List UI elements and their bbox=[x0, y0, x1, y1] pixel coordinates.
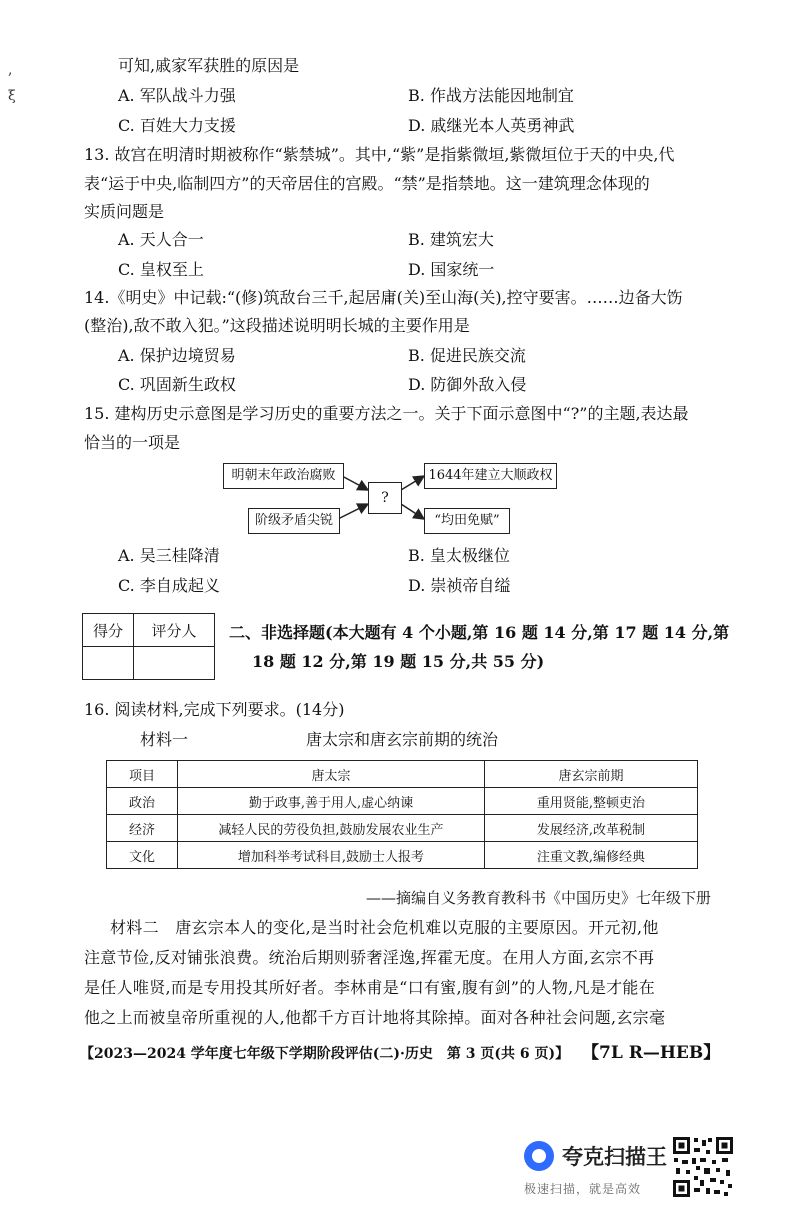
q13-stem-line2: 表“运于中央,临制四方”的天帝居住的宫殿。“禁”是指禁地。这一建筑理念体现的 bbox=[84, 174, 650, 193]
table-row bbox=[107, 842, 698, 869]
section2-title-line1: 二、非选择题(本大题有 4 个小题,第 16 题 14 分,第 17 题 14 分,第 bbox=[229, 623, 730, 642]
diagram-box-center: ? bbox=[368, 482, 402, 514]
q14-option-d[interactable]: D. 防御外敌入侵 bbox=[408, 375, 527, 394]
q15-stem-line2: 恰当的一项是 bbox=[84, 433, 181, 452]
watermark-brand: 夸克扫描王 bbox=[562, 1145, 667, 1169]
table-header: 唐太宗 bbox=[178, 761, 485, 788]
footer-left: 【2023—2024 学年度七年级下学期阶段评估(二)·历史 第 3 页(共 6 页)】 bbox=[80, 1046, 570, 1062]
material2-line1: 材料二 唐玄宗本人的变化,是当时社会危机难以克服的主要原因。开元初,他 bbox=[110, 918, 659, 937]
q13-stem-line1: 13. 故宫在明清时期被称作“紫禁城”。其中,“紫”是指紫微垣,紫微垣位于天的中央,代 bbox=[84, 145, 675, 164]
diagram-box-top-right: 1644年建立大顺政权 bbox=[424, 463, 557, 489]
q12-option-a[interactable]: A. 军队战斗力强 bbox=[118, 86, 236, 105]
quark-logo-icon bbox=[524, 1141, 554, 1171]
q14-option-a[interactable]: A. 保护边境贸易 bbox=[118, 346, 236, 365]
diagram-box-top-left: 明朝末年政治腐败 bbox=[223, 463, 344, 489]
arrow-bottom-right bbox=[401, 504, 424, 519]
margin-mark-2: ξ bbox=[8, 88, 16, 104]
q15-option-b[interactable]: B. 皇太极继位 bbox=[408, 546, 510, 565]
q15-option-c[interactable]: C. 李自成起义 bbox=[118, 576, 220, 595]
table-header-row bbox=[107, 761, 698, 788]
arrow-top-right bbox=[401, 476, 424, 490]
score-cell-grader[interactable] bbox=[134, 647, 215, 680]
footer-right: 【7L R—HEB】 bbox=[582, 1043, 721, 1063]
q14-option-b[interactable]: B. 促进民族交流 bbox=[408, 346, 526, 365]
q12-option-d[interactable]: D. 戚继光本人英勇神武 bbox=[408, 116, 575, 135]
table-cell: 增加科举考试科目,鼓励士人报考 bbox=[178, 842, 485, 869]
q13-option-d[interactable]: D. 国家统一 bbox=[408, 260, 495, 279]
table-cell: 注重文教,编修经典 bbox=[485, 842, 698, 869]
q12-option-b[interactable]: B. 作战方法能因地制宜 bbox=[408, 86, 574, 105]
q13-option-a[interactable]: A. 天人合一 bbox=[118, 230, 204, 249]
diagram-arrows bbox=[0, 0, 794, 560]
watermark-slogan: 极速扫描，就是高效 bbox=[524, 1182, 642, 1196]
table-cell: 经济 bbox=[107, 815, 178, 842]
section2-title-line2: 18 题 12 分,第 19 题 15 分,共 55 分) bbox=[252, 652, 545, 671]
table-cell: 政治 bbox=[107, 788, 178, 815]
table-row bbox=[107, 788, 698, 815]
margin-mark-1: , bbox=[8, 62, 13, 78]
table-cell: 文化 bbox=[107, 842, 178, 869]
table-cell: 减轻人民的劳役负担,鼓励发展农业生产 bbox=[178, 815, 485, 842]
q13-option-b[interactable]: B. 建筑宏大 bbox=[408, 230, 494, 249]
score-box bbox=[82, 613, 215, 680]
table-header: 唐玄宗前期 bbox=[485, 761, 698, 788]
q15-option-d[interactable]: D. 崇祯帝自缢 bbox=[408, 576, 511, 595]
arrow-top-left bbox=[342, 476, 368, 490]
diagram-box-bottom-left: 阶级矛盾尖锐 bbox=[248, 508, 340, 534]
score-header-grader: 评分人 bbox=[134, 614, 215, 647]
table-cell: 重用贤能,整顿吏治 bbox=[485, 788, 698, 815]
table-cell: 勤于政事,善于用人,虚心纳谏 bbox=[178, 788, 485, 815]
q14-stem-line1: 14.《明史》中记载:“(修)筑敌台三千,起居庸(关)至山海(关),控守要害。……边备大饬 bbox=[84, 288, 683, 307]
material2-line3: 是任人唯贤,而是专用投其所好者。李林甫是“口有蜜,腹有剑”的人物,凡是才能在 bbox=[84, 978, 656, 997]
q15-option-a[interactable]: A. 吴三桂降清 bbox=[118, 546, 220, 565]
material2-line4: 他之上而被皇帝所重视的人,他都千方百计地将其除掉。面对各种社会问题,玄宗毫 bbox=[84, 1008, 666, 1027]
q16-stem: 16. 阅读材料,完成下列要求。(14分) bbox=[84, 700, 345, 719]
material1-label: 材料一 bbox=[140, 730, 189, 749]
q14-option-c[interactable]: C. 巩固新生政权 bbox=[118, 375, 236, 394]
diagram-box-bottom-right: “均田免赋” bbox=[424, 508, 510, 534]
qr-code-icon bbox=[672, 1136, 734, 1198]
material1-source: ——摘编自义务教育教科书《中国历史》七年级下册 bbox=[366, 889, 712, 907]
score-header-score: 得分 bbox=[83, 614, 134, 647]
q12-stem-end: 可知,戚家军获胜的原因是 bbox=[118, 56, 300, 75]
arrow-bottom-left bbox=[338, 504, 368, 519]
table-row bbox=[107, 815, 698, 842]
table-header: 项目 bbox=[107, 761, 178, 788]
material1-title: 唐太宗和唐玄宗前期的统治 bbox=[306, 730, 499, 749]
q14-stem-line2: (整治),敌不敢入犯。”这段描述说明明长城的主要作用是 bbox=[84, 316, 470, 335]
material1-table bbox=[106, 760, 698, 869]
material2-line2: 注意节俭,反对铺张浪费。统治后期则骄奢淫逸,挥霍无度。在用人方面,玄宗不再 bbox=[84, 948, 655, 967]
score-cell-score[interactable] bbox=[83, 647, 134, 680]
table-cell: 发展经济,改革税制 bbox=[485, 815, 698, 842]
q13-stem-line3: 实质问题是 bbox=[84, 202, 165, 221]
q12-option-c[interactable]: C. 百姓大力支援 bbox=[118, 116, 236, 135]
q15-stem-line1: 15. 建构历史示意图是学习历史的重要方法之一。关于下面示意图中“?”的主题,表达最 bbox=[84, 404, 689, 423]
q13-option-c[interactable]: C. 皇权至上 bbox=[118, 260, 204, 279]
